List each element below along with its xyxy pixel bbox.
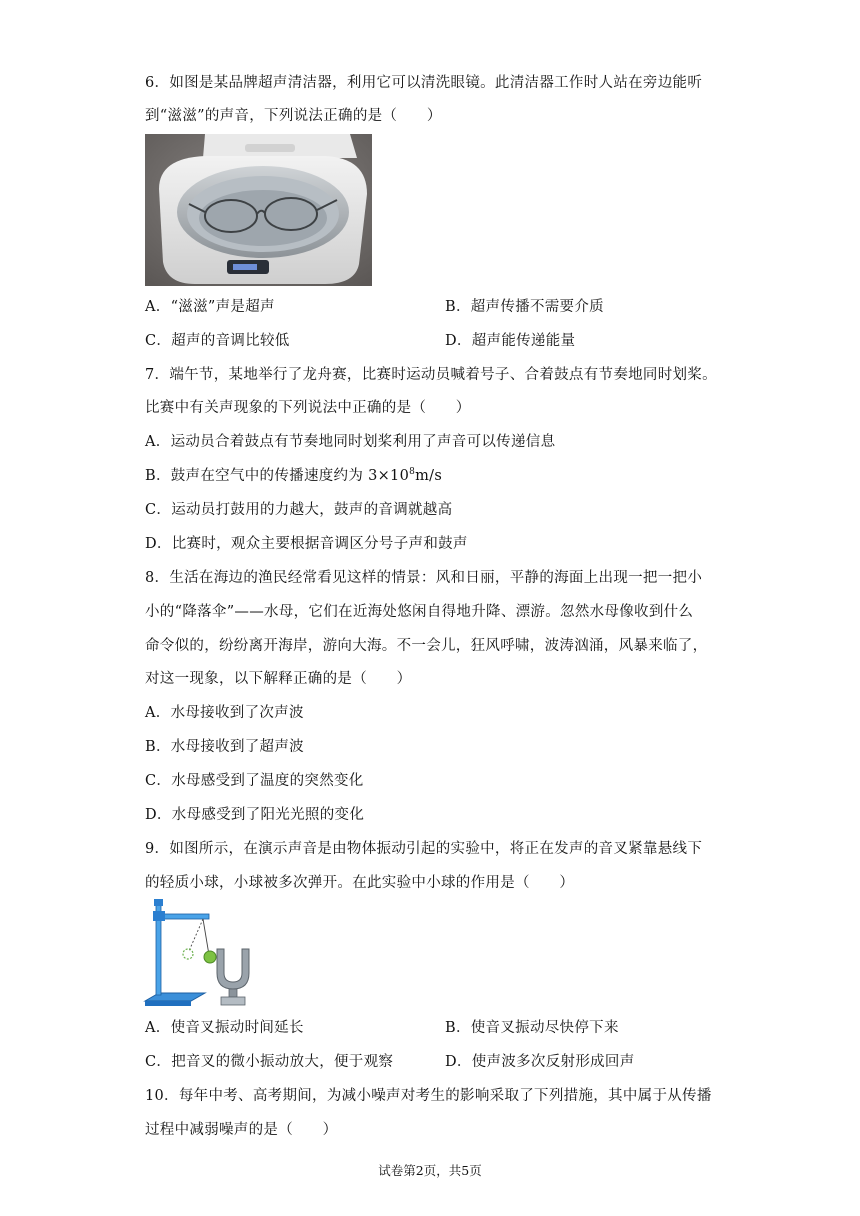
q7-option-d: D．比赛时，观众主要根据音调区分号子声和鼓声: [145, 536, 468, 552]
ultrasonic-cleaner-image: [145, 134, 372, 286]
q8-stem-line4: 对这一现象，以下解释正确的是（ ）: [145, 671, 412, 687]
q9-option-d: D．使声波多次反射形成回声: [445, 1054, 635, 1070]
q8-option-a: A．水母接收到了次声波: [145, 705, 304, 721]
q9-stem-line1: 9．如图所示，在演示声音是由物体振动引起的实验中，将正在发声的音叉紧靠悬线下: [145, 841, 703, 857]
q7-option-c: C．运动员打鼓用的力越大，鼓声的音调就越高: [145, 502, 453, 518]
q7-option-b-exponent: 8: [409, 467, 416, 478]
q6-option-d: D．超声能传递能量: [445, 333, 576, 349]
q8-option-d: D．水母感受到了阳光光照的变化: [145, 807, 365, 823]
q6-option-a: A．“滋滋”声是超声: [145, 299, 275, 315]
tuning-fork-figure: [143, 897, 255, 1010]
q8-stem-line1: 8．生活在海边的渔民经常看见这样的情景：风和日丽，平静的海面上出现一把一把小: [145, 570, 703, 586]
q7-stem-line1: 7．端午节，某地举行了龙舟赛，比赛时运动员喊着号子、合着鼓点有节奏地同时划桨。: [145, 367, 717, 383]
q7-option-b-text: B．鼓声在空气中的传播速度约为 3×10: [145, 468, 410, 484]
q9-option-c: C．把音叉的微小振动放大，便于观察: [145, 1054, 394, 1070]
q8-option-b: B．水母接收到了超声波: [145, 739, 304, 755]
q7-stem-line2: 比赛中有关声现象的下列说法中正确的是（ ）: [145, 400, 471, 416]
q8-option-c: C．水母感受到了温度的突然变化: [145, 773, 364, 789]
q7-option-a: A．运动员合着鼓点有节奏地同时划桨利用了声音可以传递信息: [145, 434, 556, 450]
ultrasonic-cleaner-photo: [145, 134, 372, 286]
q8-stem-line3: 命令似的，纷纷离开海岸，游向大海。不一会儿，狂风呼啸，波涛汹涌，风暴来临了，: [145, 638, 708, 654]
q10-stem-line1: 10．每年中考、高考期间，为减小噪声对考生的影响采取了下列措施，其中属于从传播: [145, 1088, 712, 1104]
q7-option-b-unit: m/s: [415, 468, 443, 484]
q6-stem-line1: 6．如图是某品牌超声清洁器，利用它可以清洗眼镜。此清洁器工作时人站在旁边能听: [145, 75, 703, 91]
q10-stem-line2: 过程中减弱噪声的是（ ）: [145, 1122, 338, 1138]
q6-option-c: C．超声的音调比较低: [145, 333, 290, 349]
q6-stem-line2: 到“滋滋”的声音，下列说法正确的是（ ）: [145, 108, 442, 124]
q9-option-a: A．使音叉振动时间延长: [145, 1020, 304, 1036]
q7-option-b: [145, 466, 442, 486]
q9-stem-line2: 的轻质小球，小球被多次弹开。在此实验中小球的作用是（ ）: [145, 875, 575, 891]
tuning-fork-ball-diagram: [143, 897, 255, 1010]
q9-option-b: B．使音叉振动尽快停下来: [445, 1020, 619, 1036]
q8-stem-line2: 小的“降落伞”——水母，它们在近海处悠闲自得地升降、漂游。忽然水母像收到什么: [145, 604, 694, 620]
page-footer: 试卷第2页，共5页: [378, 1163, 482, 1178]
q6-option-b: B．超声传播不需要介质: [445, 299, 604, 315]
